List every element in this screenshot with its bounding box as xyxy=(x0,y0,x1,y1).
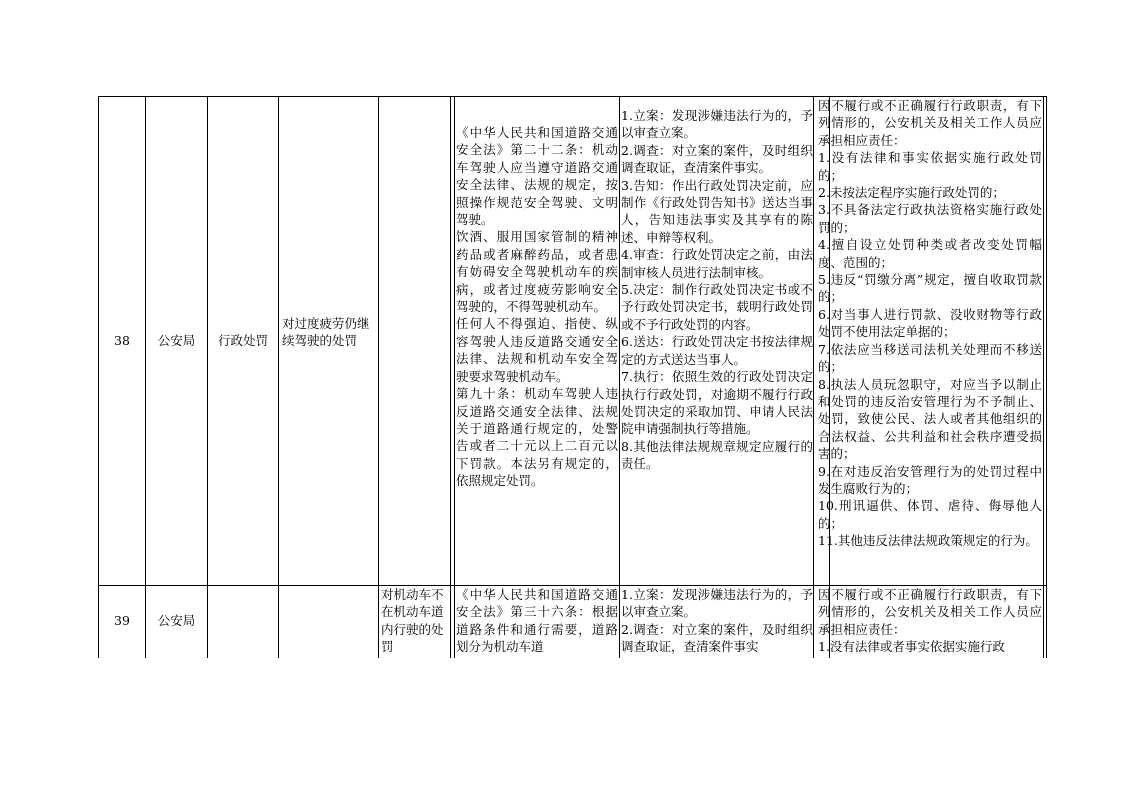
column-divider xyxy=(813,96,814,658)
legal-basis-cell xyxy=(456,124,618,490)
column-divider xyxy=(1043,96,1044,658)
liability-item: 2.未按法定程序实施行政处罚的； xyxy=(818,185,1005,201)
category-cell: 行政处罚 xyxy=(217,333,268,348)
basis-paragraph: 《中华人民共和国道路交通安全法》第三十六条：根据道路条件和通行需要，道路划分为机动车道 xyxy=(456,587,618,655)
department-cell: 公安局 xyxy=(157,333,196,348)
liability-item: 8.执法人员玩忽职守，对应当予以制止和处罚的违反治安管理行为不予制止、处罚，致使公民、法人或者其他组织的合法权益、公共利益和社会秩序遭受损害的； xyxy=(818,376,1042,462)
procedure-step: 6.送达：行政处罚决定书按法律规定的方式送达当事人。 xyxy=(621,334,813,367)
procedure-step: 8.其他法律法规规章规定应履行的责任。 xyxy=(621,438,813,472)
procedure-step: 2.调查：对立案的案件，及时组织调查取证，查清案件事实。 xyxy=(621,142,813,176)
column-divider xyxy=(145,96,146,658)
liability-item: 6.对当事人进行罚款、没收财物等行政处罚不使用法定单据的； xyxy=(818,306,1042,340)
liability-cell xyxy=(818,586,1042,657)
basis-paragraph: 《中华人民共和国道路交通安全法》第二十二条：机动车驾驶人应当遵守道路交通安全法律、法规的规定，按照操作规范安全驾驶、文明驾驶。 xyxy=(456,125,618,228)
liability-item: 10.刑讯逼供、体罚、虐待、侮辱他人的； xyxy=(818,498,1042,531)
department-cell: 公安局 xyxy=(157,613,196,628)
sub-item-cell: 对机动车不在机动车道内行驶的处罚 xyxy=(381,587,444,655)
legal-basis-cell xyxy=(456,586,618,657)
liability-item: 1.没有法律或者事实依据实施行政 xyxy=(818,639,1005,655)
liability-item: 因不履行或不正确履行行政职责，有下列情形的，公安机关及相关工作人员应承担相应责任： xyxy=(818,98,1042,148)
procedure-step: 7.执行：依照生效的行政处罚决定执行行政处罚，对逾期不履行行政处罚决定的采取加罚、申请人民法院申请强制执行等措施。 xyxy=(621,369,813,437)
procedure-step: 1.立案：发现涉嫌违法行为的，予以审查立案。 xyxy=(621,587,813,620)
table-right-border xyxy=(1046,96,1047,658)
procedure-step: 2.调查：对立案的案件，及时组织调查取证，查清案件事实 xyxy=(621,621,813,655)
column-divider xyxy=(454,96,455,658)
row-number: 38 xyxy=(114,333,130,348)
liability-item: 9.在对违反治安管理行为的处罚过程中发生腐败行为的； xyxy=(818,463,1042,496)
procedure-cell xyxy=(621,586,813,657)
procedure-step: 3.告知：作出行政处罚决定前，应制作《行政处罚告知书》送达当事人，告知违法事实及其享有的陈述、申辩等权利。 xyxy=(621,177,813,245)
procedure-step: 4.审查：行政处罚决定之前，由法制审核人员进行法制审核。 xyxy=(621,247,813,280)
liability-item: 4.擅自设立处罚种类或者改变处罚幅度、范围的； xyxy=(818,237,1042,270)
column-divider xyxy=(378,96,379,658)
liability-item: 3.不具备法定行政执法资格实施行政处罚的； xyxy=(818,202,1042,235)
column-divider xyxy=(450,96,451,658)
procedure-cell xyxy=(621,107,813,473)
liability-item: 7.依法应当移送司法机关处理而不移送的； xyxy=(818,341,1042,375)
table-left-border xyxy=(98,96,99,658)
basis-paragraph: 第九十条：机动车驾驶人违反道路交通安全法律、法规关于道路通行规定的，处警告或者二十元以上二百元以下罚款。本法另有规定的，依照规定处罚。 xyxy=(456,386,618,489)
column-divider xyxy=(207,96,208,658)
procedure-step: 5.决定：制作行政处罚决定书或不予行政处罚决定书，载明行政处罚或不予行政处罚的内容。 xyxy=(621,282,813,332)
column-divider xyxy=(278,96,279,658)
basis-paragraph: 饮酒、服用国家管制的精神药品或者麻醉药品，或者患有妨碍安全驾驶机动车的疾病，或者过度疲劳影响安全驾驶的，不得驾驶机动车。 xyxy=(456,229,618,315)
liability-item: 1.没有法律和事实依据实施行政处罚的； xyxy=(818,150,1042,183)
basis-paragraph: 任何人不得强迫、指使、纵容驾驶人违反道路交通安全法律、法规和机动车安全驾驶要求驾驶机动车。 xyxy=(456,316,618,384)
item-name-cell: 对过度疲劳仍继续驾驶的处罚 xyxy=(282,316,370,349)
liability-item: 因不履行或不正确履行行政职责，有下列情形的，公安机关及相关工作人员应承担相应责任： xyxy=(818,587,1042,637)
procedure-step: 1.立案：发现涉嫌违法行为的，予以审查立案。 xyxy=(621,108,813,141)
liability-cell xyxy=(818,97,1042,550)
row-number: 39 xyxy=(114,613,130,628)
liability-item: 11.其他违反法律法规政策规定的行为。 xyxy=(818,533,1038,549)
liability-item: 5.违反“罚缴分离”规定，擅自收取罚款的； xyxy=(818,272,1042,305)
column-divider xyxy=(619,96,620,658)
